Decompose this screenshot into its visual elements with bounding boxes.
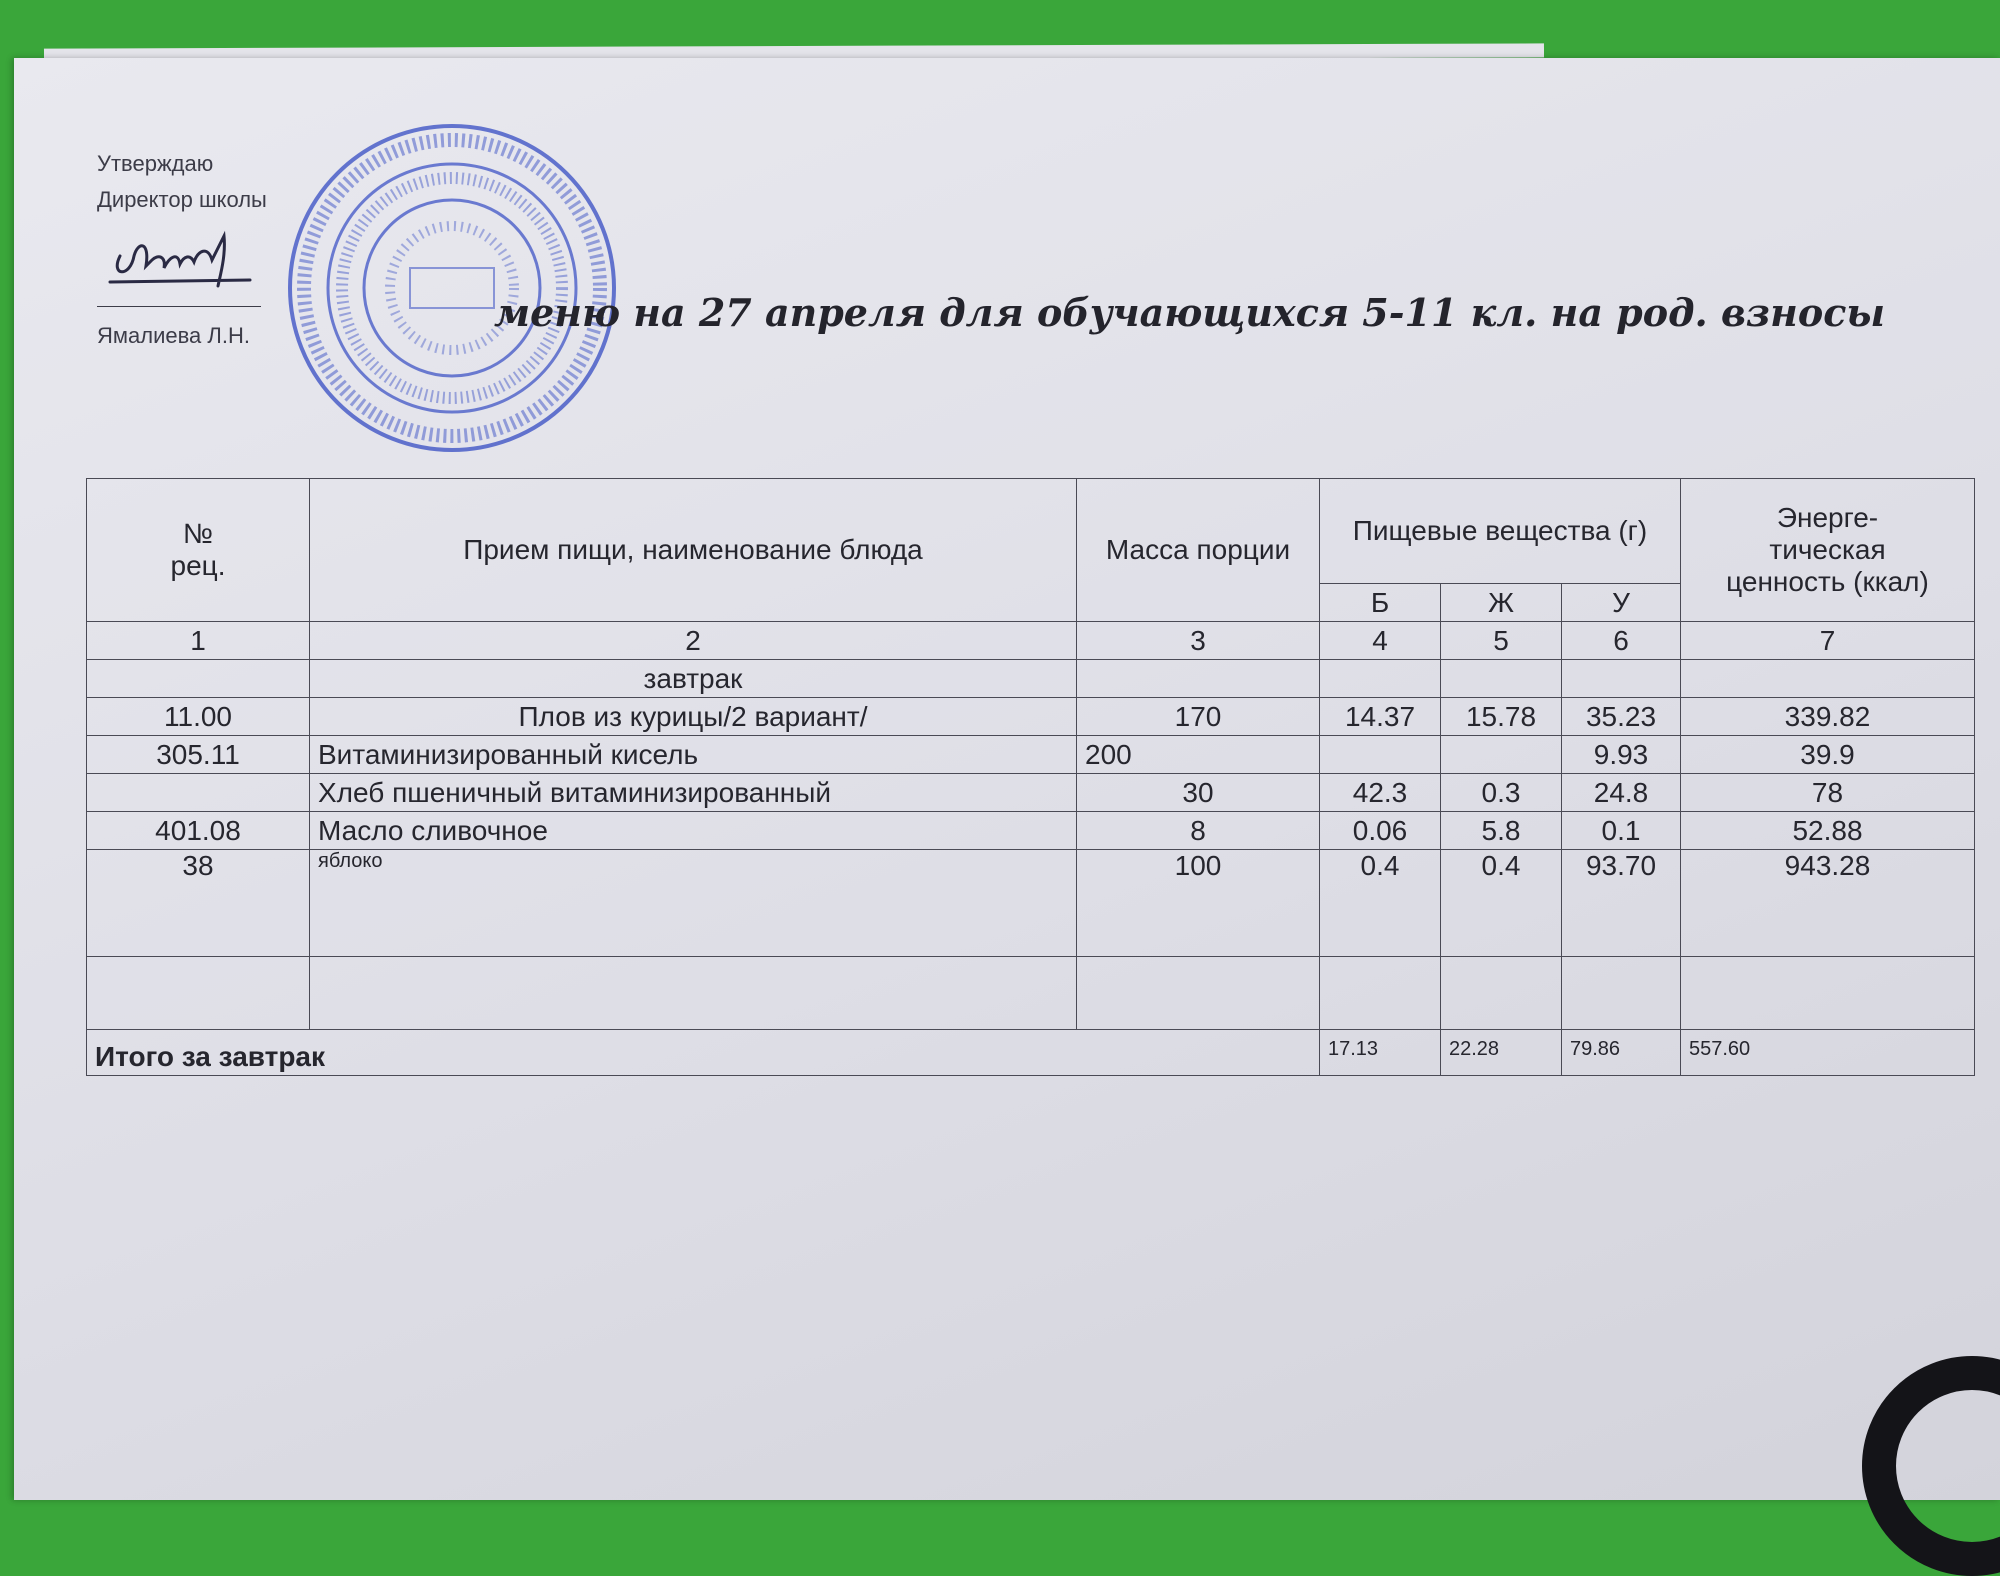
- dish-carbs: 24.8: [1562, 774, 1681, 812]
- section-label: завтрак: [310, 660, 1077, 698]
- dish-fat: 0.4: [1441, 850, 1562, 957]
- total-carbs: 79.86: [1562, 1030, 1681, 1076]
- page-title: меню на 27 апреля для обучающихся 5-11 кл. на род. взносы: [494, 290, 1886, 335]
- column-number: 6: [1562, 622, 1681, 660]
- menu-table: [86, 478, 1975, 1076]
- table-row: [87, 812, 1975, 850]
- column-number: 5: [1441, 622, 1562, 660]
- total-kcal: 557.60: [1681, 1030, 1975, 1076]
- dish-protein: [1320, 736, 1441, 774]
- school-stamp: [282, 118, 622, 458]
- dish-kcal: 943.28: [1681, 850, 1975, 957]
- dish-mass: 100: [1077, 850, 1320, 957]
- table-row: [87, 736, 1975, 774]
- dish-mass: 200: [1077, 736, 1320, 774]
- empty-row: [87, 957, 1975, 1030]
- header-energy: Энерге- тическая ценность (ккал): [1681, 479, 1975, 622]
- dish-carbs: 93.70: [1562, 850, 1681, 957]
- dish-kcal: 39.9: [1681, 736, 1975, 774]
- header-rec: № рец.: [87, 479, 310, 622]
- column-number: 3: [1077, 622, 1320, 660]
- column-number: 7: [1681, 622, 1975, 660]
- dish-name: яблоко: [310, 850, 1077, 957]
- header-b: Б: [1320, 584, 1441, 622]
- dish-carbs: 35.23: [1562, 698, 1681, 736]
- header-mass: Масса порции: [1077, 479, 1320, 622]
- director-title: Директор школы: [97, 187, 267, 212]
- header-zh: Ж: [1441, 584, 1562, 622]
- dish-kcal: 78: [1681, 774, 1975, 812]
- rec-number: 38: [87, 850, 310, 957]
- table-row: [87, 698, 1975, 736]
- rec-number: 401.08: [87, 812, 310, 850]
- column-number: 1: [87, 622, 310, 660]
- dish-fat: 0.3: [1441, 774, 1562, 812]
- dish-protein: 0.06: [1320, 812, 1441, 850]
- dish-mass: 170: [1077, 698, 1320, 736]
- column-number: 2: [310, 622, 1077, 660]
- signature-image: [100, 216, 270, 296]
- dish-name: Масло сливочное: [310, 812, 1077, 850]
- section-row: [87, 660, 1975, 698]
- dish-carbs: 9.93: [1562, 736, 1681, 774]
- dish-fat: 5.8: [1441, 812, 1562, 850]
- director-name: Ямалиева Л.Н.: [97, 323, 250, 348]
- total-label: Итого за завтрак: [87, 1030, 1320, 1076]
- header-meal: Прием пищи, наименование блюда: [310, 479, 1077, 622]
- dish-mass: 8: [1077, 812, 1320, 850]
- header-u: У: [1562, 584, 1681, 622]
- total-fat: 22.28: [1441, 1030, 1562, 1076]
- table-row: [87, 850, 1975, 957]
- table-row: [87, 774, 1975, 812]
- dish-protein: 42.3: [1320, 774, 1441, 812]
- total-row: [87, 1030, 1975, 1076]
- dish-kcal: 52.88: [1681, 812, 1975, 850]
- approval-line: Утверждаю: [97, 151, 214, 176]
- rec-number: 11.00: [87, 698, 310, 736]
- dish-carbs: 0.1: [1562, 812, 1681, 850]
- total-protein: 17.13: [1320, 1030, 1441, 1076]
- dish-fat: [1441, 736, 1562, 774]
- dish-fat: 15.78: [1441, 698, 1562, 736]
- column-number: 4: [1320, 622, 1441, 660]
- header-nutrients: Пищевые вещества (г): [1320, 479, 1681, 584]
- dish-name: Хлеб пшеничный витаминизированный: [310, 774, 1077, 812]
- dish-name: Витаминизированный кисель: [310, 736, 1077, 774]
- dish-kcal: 339.82: [1681, 698, 1975, 736]
- rec-number: [87, 774, 310, 812]
- dish-protein: 0.4: [1320, 850, 1441, 957]
- dish-mass: 30: [1077, 774, 1320, 812]
- approval-block: [97, 146, 267, 348]
- column-number-row: [87, 622, 1975, 660]
- dish-protein: 14.37: [1320, 698, 1441, 736]
- header-row: [87, 479, 1975, 584]
- rec-number: 305.11: [87, 736, 310, 774]
- dish-name: Плов из курицы/2 вариант/: [310, 698, 1077, 736]
